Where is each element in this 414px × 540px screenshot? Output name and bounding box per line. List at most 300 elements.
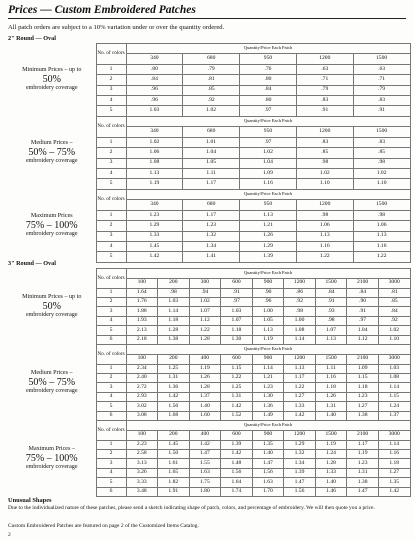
price-cell: 1.22 [296,252,353,262]
price-table [8,189,411,263]
price-cell: 1.64 [126,288,158,297]
price-cell: 1.23 [183,221,240,231]
price-cell: 1.18 [347,383,379,392]
price-cell: 1.10 [353,179,410,189]
colors-count-cell: 3 [96,158,126,168]
price-cell: 1.02 [296,168,353,178]
colors-column-header: No. of colors [96,421,126,441]
price-cell: 1.61 [158,459,190,468]
quantity-cell: 900 [252,430,284,440]
colors-column-header: No. of colors [96,345,126,365]
price-cell: .96 [126,95,183,105]
price-cell: 1.80 [189,487,221,496]
price-cell: 1.70 [252,487,284,496]
quantity-cell: 1500 [315,354,347,364]
price-cell: 1.91 [158,487,190,496]
price-cell: .63 [353,64,410,74]
price-cell: 2.40 [126,373,158,382]
price-cell: .80 [240,95,297,105]
price-cell: 1.22 [353,252,410,262]
price-cell: 1.03 [158,297,190,306]
price-cell: 1.00 [252,307,284,316]
colors-count-cell: 3 [96,383,126,392]
price-cell: 1.63 [252,478,284,487]
price-cell: 1.11 [315,364,347,373]
quantity-cell: 900 [252,354,284,364]
quantity-cell: 1500 [353,200,410,210]
price-cell: 1.13 [252,326,284,335]
price-cell: .85 [183,85,240,95]
price-cell: .94 [189,288,221,297]
price-cell: 1.02 [378,326,410,335]
coverage-percent: 50% – 75% [28,376,76,388]
price-cell: 1.03 [126,106,183,116]
price-table [8,116,411,190]
price-cell: 1.02 [189,297,221,306]
colors-count-cell: 5 [96,478,126,487]
price-cell: .83 [353,95,410,105]
price-cell: 1.19 [252,335,284,344]
price-cell: 1.46 [315,487,347,496]
colors-count-cell: 4 [96,168,126,178]
quantity-cell: 200 [158,430,190,440]
price-cell: 1.13 [240,210,297,220]
quantity-cell: 680 [183,127,240,137]
price-cell: 1.13 [315,335,347,344]
price-cell: .91 [221,288,253,297]
table-header-row [8,421,410,431]
quantity-cell: 1200 [296,127,353,137]
quantity-cell: 200 [158,354,190,364]
price-cell: .91 [347,307,379,316]
price-cell: .79 [183,64,240,74]
table-header-row [8,345,410,355]
quantity-cell: 2100 [347,430,379,440]
price-cell: .83 [353,137,410,147]
price-cell: 1.21 [252,373,284,382]
price-cell: 1.35 [378,478,410,487]
colors-count-cell: 2 [96,297,126,306]
price-cell: .98 [353,210,410,220]
price-cell: 1.19 [189,364,221,373]
price-cell: 1.56 [284,487,316,496]
quantity-cell: 1200 [284,430,316,440]
page-title: Prices — Custom Embroidered Patches [8,4,196,16]
price-cell: 1.22 [221,373,253,382]
price-cell: .98 [296,158,353,168]
price-cell: 1.42 [126,252,183,262]
price-cell: 1.03 [378,364,410,373]
price-cell: .85 [353,148,410,158]
price-cell: 3.02 [126,402,158,411]
price-cell: 1.82 [158,478,190,487]
quantity-price-header: Quantity/Price Each Patch [126,421,410,431]
price-cell: .93 [315,307,347,316]
price-cell: 1.12 [347,335,379,344]
price-cell: 1.14 [378,383,410,392]
price-cell: 1.31 [315,402,347,411]
price-cell: .83 [296,95,353,105]
price-cell: 1.23 [347,392,379,401]
price-cell: 1.33 [315,468,347,477]
price-cell: 1.28 [315,459,347,468]
coverage-label [8,345,96,421]
coverage-level: Maximum Prices [30,213,73,220]
price-cell: 1.19 [347,449,379,458]
price-cell: 1.28 [158,326,190,335]
price-cell: 1.13 [284,364,316,373]
price-cell: .84 [126,75,183,85]
price-cell: 1.38 [347,411,379,420]
coverage-label [8,117,96,190]
coverage-percent: 50% [42,300,61,312]
price-cell: 1.26 [315,392,347,401]
quantity-cell: 200 [158,278,190,288]
price-cell: .97 [221,297,253,306]
quantity-cell: 3000 [378,278,410,288]
quantity-cell: 600 [221,354,253,364]
quantity-cell: 600 [221,430,253,440]
price-cell: 1.55 [189,459,221,468]
colors-count-cell: 1 [96,64,126,74]
price-cell: 1.18 [158,316,190,325]
price-cell: .85 [296,148,353,158]
quantity-cell: 2100 [347,354,379,364]
colors-count-cell: 4 [96,95,126,105]
price-cell: .96 [252,297,284,306]
price-cell: 1.29 [284,440,316,449]
price-cell: 1.39 [221,440,253,449]
price-cell: 1.07 [315,326,347,335]
price-cell: 1.25 [221,383,253,392]
price-cell: 1.65 [158,468,190,477]
price-cell: 1.27 [378,468,410,477]
quantity-price-header: Quantity/Price Each Patch [126,345,410,355]
price-cell: .71 [296,75,353,85]
coverage-label [8,421,96,497]
price-cell: 1.42 [221,402,253,411]
quantity-cell: 340 [126,200,183,210]
price-cell: 1.23 [347,459,379,468]
coverage-caption: embroidery coverage [25,387,78,394]
price-cell: .98 [158,288,190,297]
table-header-row [8,269,410,279]
coverage-caption: embroidery coverage [25,231,78,238]
price-cell: .97 [240,137,297,147]
coverage-level: Medium Prices – [30,369,73,376]
price-cell: 1.25 [158,364,190,373]
colors-count-cell: 3 [96,459,126,468]
price-cell: .92 [284,297,316,306]
price-cell: .71 [353,75,410,85]
colors-count-cell: 1 [96,210,126,220]
price-table [8,420,411,497]
price-cell: 1.06 [126,148,183,158]
price-cell: 1.07 [189,307,221,316]
price-cell: 3.26 [126,468,158,477]
price-cell: 1.30 [221,335,253,344]
colors-count-cell: 5 [96,252,126,262]
price-cell: .98 [315,316,347,325]
price-cell: .63 [296,64,353,74]
quantity-cell: 1200 [284,278,316,288]
price-cell: .90 [252,288,284,297]
quantity-cell: 950 [240,54,297,64]
colors-column-header: No. of colors [96,117,126,138]
quantity-cell: 950 [240,200,297,210]
price-cell: 1.04 [183,148,240,158]
quantity-price-header: Quantity/Price Each Patch [126,190,410,200]
price-cell: 1.24 [315,449,347,458]
price-cell: .76 [240,64,297,74]
price-cell: 1.07 [221,316,253,325]
price-cell: 1.27 [347,402,379,411]
colors-count-cell: 4 [96,392,126,401]
quantity-cell: 300 [189,278,221,288]
quantity-cell: 2100 [347,278,379,288]
price-cell: 1.17 [183,179,240,189]
price-cell: 1.38 [347,478,379,487]
price-cell: 1.26 [240,231,297,241]
price-cell: 1.17 [347,440,379,449]
colors-count-cell: 1 [96,364,126,373]
price-cell: .90 [347,297,379,306]
quantity-cell: 3000 [378,430,410,440]
coverage-level: Minimum Prices – up to [22,67,82,74]
price-cell: 1.36 [158,383,190,392]
colors-count-cell: 6 [96,335,126,344]
price-cell: 1.40 [315,411,347,420]
price-cell: 1.13 [353,231,410,241]
colors-count-cell: 5 [96,106,126,116]
price-cell: .98 [296,210,353,220]
price-cell: 2.34 [126,364,158,373]
coverage-label [8,269,96,345]
price-cell: 1.68 [158,411,190,420]
coverage-caption: embroidery coverage [25,85,78,92]
price-cell: 1.01 [183,137,240,147]
price-cell: 1.42 [284,411,316,420]
quantity-cell: 1200 [296,54,353,64]
price-cell: 1.08 [126,158,183,168]
price-cell: 1.60 [189,411,221,420]
price-cell: 1.00 [284,316,316,325]
price-cell: 1.29 [240,241,297,251]
price-cell: 1.15 [378,392,410,401]
colors-column-header: No. of colors [96,269,126,289]
price-cell: 1.45 [126,241,183,251]
price-cell: 1.33 [284,402,316,411]
price-cell: 1.22 [189,326,221,335]
price-cell: .92 [183,95,240,105]
price-cell: 1.10 [296,179,353,189]
price-cell: 1.18 [221,326,253,335]
quantity-cell: 900 [252,278,284,288]
price-cell: .98 [353,158,410,168]
price-cell: .80 [126,64,183,74]
price-cell: 1.40 [189,402,221,411]
quantity-cell: 950 [240,127,297,137]
price-cell: 1.93 [126,316,158,325]
price-cell: .81 [183,75,240,85]
price-cell: .91 [353,106,410,116]
price-cell: 1.31 [158,373,190,382]
coverage-caption: embroidery coverage [25,158,78,165]
colors-count-cell: 2 [96,148,126,158]
price-cell: 1.03 [221,307,253,316]
coverage-level: Medium Prices – [30,140,73,147]
price-cell: 1.36 [252,402,284,411]
price-cell: 1.52 [221,411,253,420]
price-cell: 1.40 [252,449,284,458]
quantity-cell: 100 [126,278,158,288]
coverage-level: Minimum Prices – up to [22,293,82,300]
coverage-percent: 50% [42,74,61,86]
price-cell: 1.14 [284,335,316,344]
price-cell: 3.13 [126,459,158,468]
price-cell: .79 [353,85,410,95]
table-header-row [8,117,410,127]
price-cell: 1.23 [252,383,284,392]
price-cell: 1.13 [296,231,353,241]
price-cell: 1.63 [189,468,221,477]
coverage-percent: 75% – 100% [25,220,78,232]
colors-count-cell: 2 [96,449,126,458]
price-cell: 1.04 [347,326,379,335]
price-cell: 1.37 [189,392,221,401]
price-cell: 1.32 [183,231,240,241]
price-cell: 1.19 [315,440,347,449]
price-cell: 1.47 [252,459,284,468]
colors-column-header: No. of colors [96,190,126,211]
price-cell: 1.02 [240,148,297,158]
price-cell: 1.48 [221,459,253,468]
price-cell: 1.42 [378,487,410,496]
price-cell: 2.13 [126,326,158,335]
price-cell: 2.58 [126,449,158,458]
quantity-cell: 1200 [284,354,316,364]
price-cell: .84 [315,288,347,297]
price-cell: 2.93 [126,392,158,401]
price-cell: 1.40 [315,478,347,487]
table-header-row [8,190,410,200]
price-cell: .91 [296,106,353,116]
quantity-cell: 100 [126,430,158,440]
price-cell: 1.16 [378,449,410,458]
colors-count-cell: 5 [96,402,126,411]
colors-count-cell: 3 [96,85,126,95]
price-cell: 1.42 [221,449,253,458]
price-cell: 1.16 [296,241,353,251]
price-cell: .97 [240,106,297,116]
price-cell: 1.02 [183,106,240,116]
price-cell: 1.22 [284,383,316,392]
quantity-cell: 1500 [353,127,410,137]
quantity-cell: 400 [189,430,221,440]
price-cell: 1.56 [221,468,253,477]
price-cell: 1.08 [284,326,316,335]
price-cell: 1.02 [126,137,183,147]
colors-count-cell: 2 [96,75,126,85]
colors-count-cell: 4 [96,316,126,325]
price-cell: 1.17 [284,373,316,382]
price-cell: .80 [240,75,297,85]
price-cell: 1.16 [240,179,297,189]
quantity-cell: 1500 [315,430,347,440]
price-cell: 1.23 [126,210,183,220]
price-cell: 1.27 [284,392,316,401]
colors-count-cell: 1 [96,137,126,147]
price-cell: 1.05 [183,158,240,168]
colors-count-cell: 6 [96,487,126,496]
colors-count-cell: 5 [96,179,126,189]
price-cell: 1.47 [347,487,379,496]
quantity-cell: 1200 [296,200,353,210]
intro-text: All patch orders are subject to a 10% variation under or over the quantity ordered. [8,24,225,31]
price-cell: 1.19 [126,179,183,189]
coverage-caption: embroidery coverage [25,311,78,318]
price-cell: 1.75 [189,478,221,487]
colors-count-cell: 1 [96,288,126,297]
price-cell: 1.09 [240,168,297,178]
price-cell: 1.08 [378,373,410,382]
colors-count-cell: 4 [96,468,126,477]
price-cell: .92 [378,316,410,325]
price-cell: 1.30 [252,392,284,401]
price-cell: 1.56 [158,402,190,411]
quantity-cell: 3000 [378,354,410,364]
section-heading-3in: 3" Round — Oval [8,260,56,267]
price-cell: 1.35 [252,440,284,449]
price-cell: 1.12 [189,316,221,325]
price-table [8,268,411,345]
catalog-note: Custom Embroidered Patches are featured on page 2 of the Customized Items Catalog. [8,523,199,529]
price-cell: 1.17 [183,210,240,220]
colors-count-cell: 5 [96,326,126,335]
quantity-price-header: Quantity/Price Each Patch [126,117,410,127]
quantity-cell: 680 [183,54,240,64]
quantity-cell: 100 [126,354,158,364]
price-cell: 1.39 [284,468,316,477]
colors-count-cell: 1 [96,440,126,449]
price-cell: 1.31 [221,392,253,401]
unusual-shapes-heading: Unusual Shapes [8,497,52,504]
price-cell: .97 [347,316,379,325]
price-cell: 1.29 [126,221,183,231]
quantity-cell: 340 [126,127,183,137]
price-cell: 1.74 [221,487,253,496]
price-cell: 3.08 [126,411,158,420]
price-cell: 1.42 [158,392,190,401]
colors-count-cell: 4 [96,241,126,251]
price-cell: 1.05 [252,316,284,325]
price-cell: 1.14 [158,307,190,316]
price-cell: 1.28 [189,383,221,392]
price-cell: 1.09 [347,364,379,373]
price-cell: 1.21 [240,221,297,231]
price-cell: 1.31 [347,468,379,477]
price-table [8,344,411,421]
price-cell: 1.15 [347,373,379,382]
price-table [8,43,411,117]
price-cell: .96 [126,85,183,95]
quantity-price-header: Quantity/Price Each Patch [126,269,410,279]
coverage-level: Maximum Prices – [28,445,75,452]
price-cell: 1.04 [240,158,297,168]
price-cell: .84 [240,85,297,95]
price-cell: .83 [296,137,353,147]
price-cell: 2.72 [126,383,158,392]
